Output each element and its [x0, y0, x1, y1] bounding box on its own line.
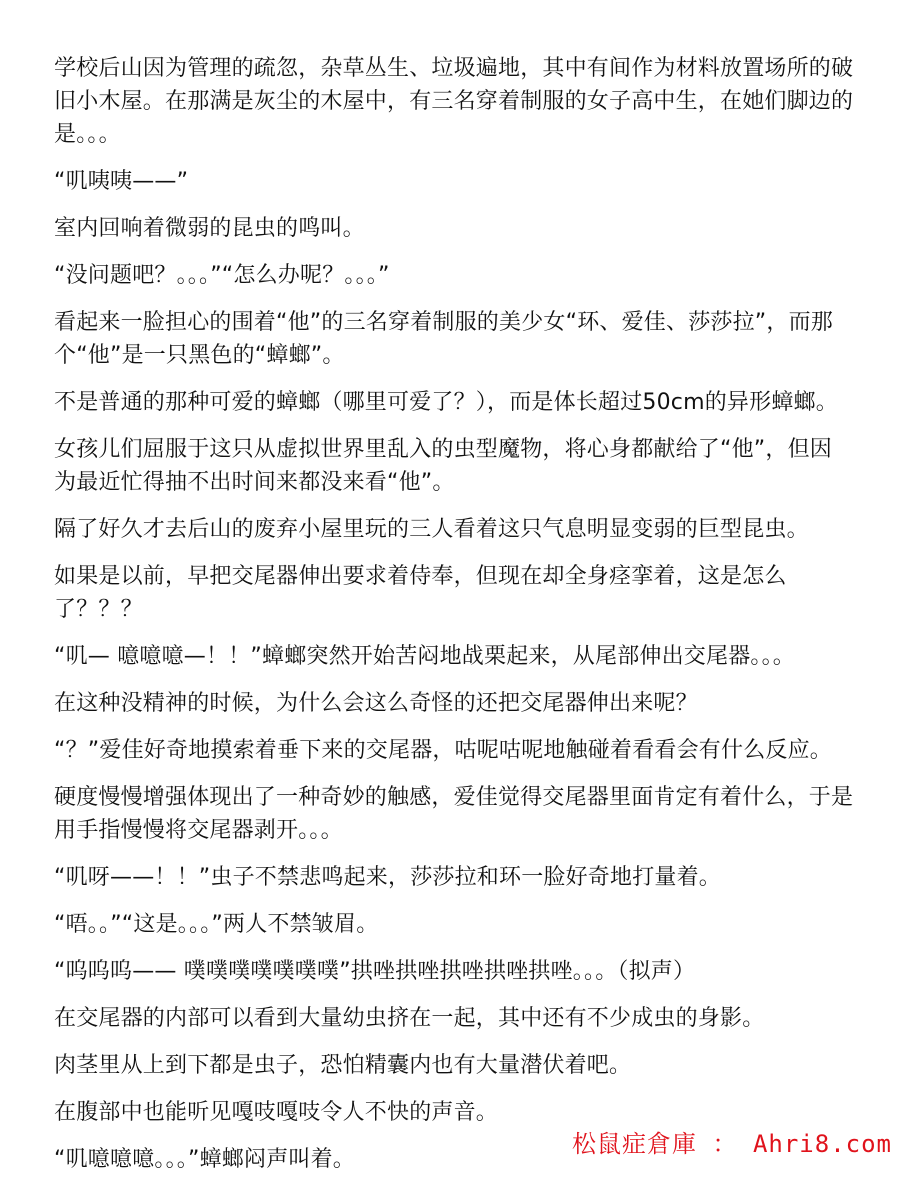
paragraph-13: 硬度慢慢增强体现出了一种奇妙的触感，爱佳觉得交尾器里面肯定有着什么，于是用手指慢慢将交尾器剥开。。。 [54, 785, 854, 843]
text-body [54, 52, 854, 1190]
paragraph-6: 不是普通的那种可爱的蟑螂（哪里可爱了？），而是体长超过50cm的异形蟑螂。 [54, 390, 838, 415]
paragraph-17: 在交尾器的内部可以看到大量幼虫挤在一起，其中还有不少成虫的身影。 [54, 1006, 765, 1031]
paragraph-3: 室内回响着微弱的昆虫的鸣叫。 [54, 216, 365, 241]
paragraph-11: 在这种没精神的时候，为什么会这么奇怪的还把交尾器伸出来呢？ [54, 691, 698, 716]
paragraph-14: “叽呀——！！”虫子不禁悲鸣起来，莎莎拉和环一脸好奇地打量着。 [54, 865, 721, 890]
paragraph-1: 学校后山因为管理的疏忽，杂草丛生、垃圾遍地，其中有间作为材料放置场所的破旧小木屋。在那满是灰尘的木屋中，有三名穿着制服的女子高中生，在她们脚边的是。。。 [54, 56, 854, 147]
paragraph-16: “呜呜呜—— 噗噗噗噗噗噗噗”拱唑拱唑拱唑拱唑拱唑。。。（拟声） [54, 959, 696, 984]
paragraph-9: 如果是以前，早把交尾器伸出要求着侍奉，但现在却全身痉挛着，这是怎么了？？？ [54, 564, 787, 622]
paragraph-20: “叽噫噫噫。。。”蟑螂闷声叫着。 [54, 1147, 355, 1172]
paragraph-4: “没问题吧？。。。”“怎么办呢？。。。” [54, 263, 390, 288]
paragraph-18: 肉茎里从上到下都是虫子，恐怕精囊内也有大量潜伏着吧。 [54, 1053, 632, 1078]
watermark-text: 松鼠症倉庫 ： Ahri8.com [572, 1130, 892, 1158]
paragraph-10: “叽— 噫噫噫—！！”蟑螂突然开始苦闷地战栗起来，从尾部伸出交尾器。。。 [54, 644, 795, 669]
paragraph-2: “叽咦咦——” [54, 169, 189, 194]
paragraph-8: 隔了好久才去后山的废弃小屋里玩的三人看着这只气息明显变弱的巨型昆虫。 [54, 517, 809, 542]
paragraph-15: “唔。。”“这是。。。”两人不禁皱眉。 [54, 912, 379, 937]
paragraph-19: 在腹部中也能听见嘎吱嘎吱令人不快的声音。 [54, 1100, 499, 1125]
paragraph-12: “？”爱佳好奇地摸索着垂下来的交尾器，咕呢咕呢地触碰着看看会有什么反应。 [54, 738, 832, 763]
paragraph-7: 女孩儿们屈服于这只从虚拟世界里乱入的虫型魔物，将心身都献给了“他”，但因为最近忙得抽不出时间来都没来看“他”。 [54, 437, 832, 495]
paragraph-5: 看起来一脸担心的围着“他”的三名穿着制服的美少女“环、爱佳、莎莎拉”，而那个“他”是一只黑色的“蟑螂”。 [54, 310, 833, 368]
